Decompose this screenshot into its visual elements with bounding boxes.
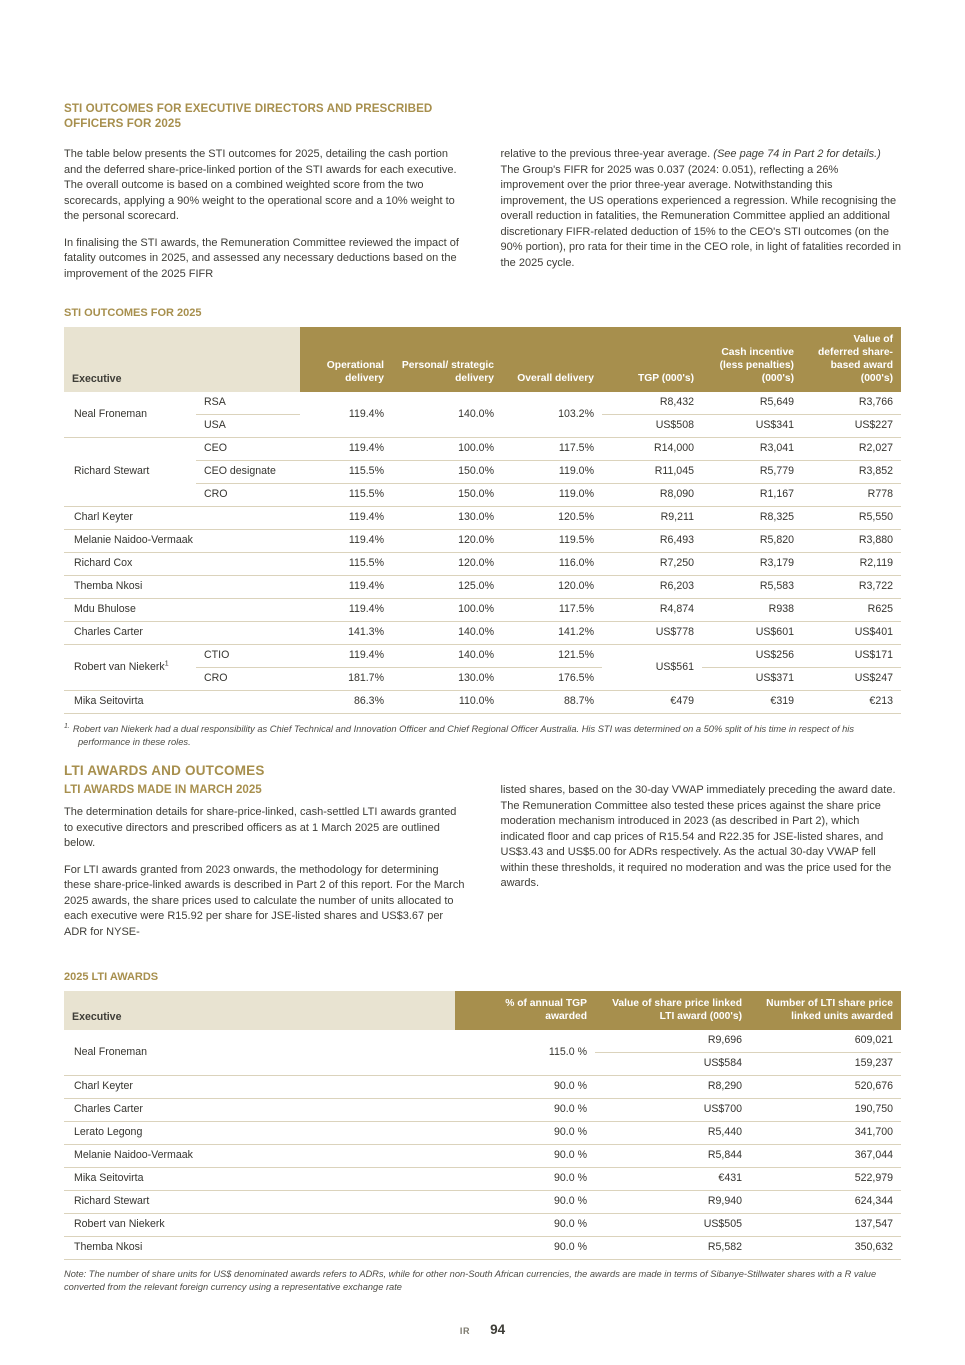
- table-row: [64, 691, 901, 714]
- role-cell: CRO: [196, 484, 300, 507]
- value-cell: R5,550: [802, 507, 901, 530]
- value-cell: US$561: [602, 645, 702, 691]
- footnote-text: Robert van Niekerk had a dual responsibility as Chief Technical and Innovation Officer and Chief Regional Officer Australia. His STI was determined on a 50% split of his time in respect of his performance in these roles.: [72, 724, 854, 747]
- value-cell: 90.0 %: [455, 1099, 595, 1122]
- lti-intro-columns: [64, 783, 901, 951]
- table-row: [64, 599, 901, 622]
- sti-section-heading: STI OUTCOMES FOR EXECUTIVE DIRECTORS AND PRESCRIBED OFFICERS FOR 2025: [64, 102, 433, 130]
- table-row: [64, 1122, 901, 1145]
- table-row: [64, 507, 901, 530]
- value-cell: R1,167: [702, 484, 802, 507]
- value-cell: 115.5%: [300, 553, 392, 576]
- role-cell: CTIO: [196, 645, 300, 668]
- value-cell: R3,880: [802, 530, 901, 553]
- executive-name-cell: Charl Keyter: [64, 1076, 455, 1099]
- footer-page-number: 94: [490, 1322, 506, 1337]
- value-cell: US$256: [702, 645, 802, 668]
- value-cell: R5,820: [702, 530, 802, 553]
- value-cell: 520,676: [750, 1076, 901, 1099]
- executive-name-cell: Robert van Niekerk$^1$: [64, 645, 196, 691]
- value-cell: 115.5%: [300, 484, 392, 507]
- value-cell: US$778: [602, 622, 702, 645]
- column-header: Value of deferred share-based award (000's): [802, 327, 901, 392]
- lti-intro-right-column: [501, 783, 902, 951]
- value-cell: 115.0 %: [455, 1030, 595, 1076]
- page-footer: [0, 1322, 965, 1337]
- value-cell: 176.5%: [502, 668, 602, 691]
- sti-table-title: STI OUTCOMES FOR 2025: [64, 307, 202, 319]
- lti-table-body: [64, 1030, 901, 1260]
- lti-awards-table: [64, 991, 901, 1260]
- value-cell: 140.0%: [392, 622, 502, 645]
- paragraph: For LTI awards granted from 2023 onwards, the methodology for determining these share-price-linked awards is described in Part 2 of this report. For the March 2025 awards, the share prices used to calculate the number of units allocated to each executive were R15.92 per share for JSE-listed shares and US$3.67 per ADR for NYSE-: [64, 863, 465, 938]
- value-cell: R3,852: [802, 461, 901, 484]
- value-cell: R6,203: [602, 576, 702, 599]
- table-row: [64, 1076, 901, 1099]
- executive-name-cell: Themba Nkosi: [64, 576, 300, 599]
- table-row: [64, 1214, 901, 1237]
- sti-intro-columns: [64, 147, 901, 293]
- footer-section-label: IR: [459, 1326, 471, 1336]
- value-cell: 150.0%: [392, 461, 502, 484]
- executive-name-cell: Richard Stewart: [64, 438, 196, 507]
- column-header: TGP (000's): [602, 327, 702, 392]
- role-cell: CEO designate: [196, 461, 300, 484]
- value-cell: R5,583: [702, 576, 802, 599]
- value-cell: 119.4%: [300, 392, 392, 438]
- value-cell: R4,874: [602, 599, 702, 622]
- value-cell: 150.0%: [392, 484, 502, 507]
- table-row: [64, 1168, 901, 1191]
- value-cell: R14,000: [602, 438, 702, 461]
- value-cell: R3,722: [802, 576, 901, 599]
- value-cell: R9,211: [602, 507, 702, 530]
- table-row: [64, 645, 901, 668]
- value-cell: 90.0 %: [455, 1122, 595, 1145]
- value-cell: 120.0%: [502, 576, 602, 599]
- value-cell: 119.5%: [502, 530, 602, 553]
- column-header: Value of share price linked LTI award (000's): [595, 991, 750, 1030]
- executive-name-cell: Charles Carter: [64, 622, 300, 645]
- value-cell: 90.0 %: [455, 1145, 595, 1168]
- value-cell: 609,021: [750, 1030, 901, 1053]
- value-cell: €479: [602, 691, 702, 714]
- table-row: [64, 576, 901, 599]
- value-cell: R8,325: [702, 507, 802, 530]
- executive-name-cell: Charl Keyter: [64, 507, 300, 530]
- value-cell: R7,250: [602, 553, 702, 576]
- value-cell: 115.5%: [300, 461, 392, 484]
- sti-table-footnote: [64, 721, 901, 748]
- value-cell: US$401: [802, 622, 901, 645]
- sti-intro-right-column: [501, 147, 902, 293]
- value-cell: 130.0%: [392, 507, 502, 530]
- value-cell: R5,779: [702, 461, 802, 484]
- value-cell: US$601: [702, 622, 802, 645]
- executive-name-cell: Melanie Naidoo-Vermaak: [64, 530, 300, 553]
- value-cell: 141.2%: [502, 622, 602, 645]
- value-cell: US$227: [802, 415, 901, 438]
- value-cell: 125.0%: [392, 576, 502, 599]
- value-cell: 117.5%: [502, 438, 602, 461]
- value-cell: 120.5%: [502, 507, 602, 530]
- value-cell: 120.0%: [392, 530, 502, 553]
- value-cell: 137,547: [750, 1214, 901, 1237]
- value-cell: R6,493: [602, 530, 702, 553]
- value-cell: €431: [595, 1168, 750, 1191]
- executive-name-cell: Richard Cox: [64, 553, 300, 576]
- value-cell: R5,649: [702, 392, 802, 415]
- value-cell: R9,696: [595, 1030, 750, 1053]
- value-cell: US$505: [595, 1214, 750, 1237]
- value-cell: 90.0 %: [455, 1191, 595, 1214]
- value-cell: R11,045: [602, 461, 702, 484]
- table-row: [64, 1191, 901, 1214]
- table-row: [64, 1099, 901, 1122]
- lti-intro-left-column: [64, 783, 465, 951]
- value-cell: R5,582: [595, 1237, 750, 1260]
- value-cell: 140.0%: [392, 645, 502, 668]
- column-header: Number of LTI share price linked units awarded: [750, 991, 901, 1030]
- value-cell: R625: [802, 599, 901, 622]
- value-cell: R778: [802, 484, 901, 507]
- value-cell: 90.0 %: [455, 1214, 595, 1237]
- column-header: Personal/ strategic delivery: [392, 327, 502, 392]
- lti-table-title: 2025 LTI AWARDS: [64, 971, 159, 984]
- role-cell: USA: [196, 415, 300, 438]
- value-cell: 119.4%: [300, 530, 392, 553]
- value-cell: 119.4%: [300, 507, 392, 530]
- value-cell: 624,344: [750, 1191, 901, 1214]
- value-cell: 100.0%: [392, 438, 502, 461]
- value-cell: 116.0%: [502, 553, 602, 576]
- value-cell: R3,179: [702, 553, 802, 576]
- executive-name-cell: Richard Stewart: [64, 1191, 455, 1214]
- table-row: [64, 438, 901, 461]
- value-cell: €213: [802, 691, 901, 714]
- value-cell: 100.0%: [392, 599, 502, 622]
- sti-table-header: [64, 327, 901, 392]
- value-cell: R2,119: [802, 553, 901, 576]
- value-cell: R3,041: [702, 438, 802, 461]
- value-cell: 90.0 %: [455, 1076, 595, 1099]
- role-cell: RSA: [196, 392, 300, 415]
- value-cell: 190,750: [750, 1099, 901, 1122]
- value-cell: R8,290: [595, 1076, 750, 1099]
- value-cell: 140.0%: [392, 392, 502, 438]
- executive-name-cell: Mika Seitovirta: [64, 1168, 455, 1191]
- lti-intro-left-paragraphs: [64, 805, 465, 940]
- value-cell: 141.3%: [300, 622, 392, 645]
- column-header: Executive: [64, 327, 300, 392]
- paragraph: relative to the previous three-year average. (See page 74 in Part 2 for details.) The Group's FIFR for 2025 was 0.037 (2024: 0.051), reflecting a 26% improvement over the prior three-year average. Notwithstanding this improvement, the US operations experienced a regression. While recognising the overall reduction in fatalities, the Remuneration Committee applied an additional discretionary FIFR-related deduction of 15% to the CEO's STI outcomes (on the 90% portion), pro rata for their time in the CEO role, in light of fatalities recorded in the 2025 cycle.: [500, 148, 901, 269]
- lti-section-heading: LTI AWARDS AND OUTCOMES: [64, 763, 265, 779]
- value-cell: 350,632: [750, 1237, 901, 1260]
- value-cell: 120.0%: [392, 553, 502, 576]
- executive-name-cell: Mdu Bhulose: [64, 599, 300, 622]
- value-cell: US$171: [802, 645, 901, 668]
- value-cell: US$341: [702, 415, 802, 438]
- value-cell: US$371: [702, 668, 802, 691]
- executive-name-cell: Lerato Legong: [64, 1122, 455, 1145]
- table-row: [64, 622, 901, 645]
- paragraph: listed shares, based on the 30-day VWAP immediately preceding the award date. The Remuneration Committee also tested these prices against the share price moderation mechanism introduced in 2023 (as described in Part 2), which indicated floor and cap prices of R15.54 and R22.35 for JSE-listed shares, and US$3.43 and US$5.00 for ADRs respectively. As the actual 30-day VWAP fell within these thresholds, it required no moderation and was the price used for the awards.: [500, 784, 896, 890]
- value-cell: 522,979: [750, 1168, 901, 1191]
- column-header: % of annual TGP awarded: [455, 991, 595, 1030]
- sti-table-body: [64, 392, 901, 714]
- value-cell: 119.4%: [300, 438, 392, 461]
- value-cell: 90.0 %: [455, 1237, 595, 1260]
- table-row: [64, 1237, 901, 1260]
- value-cell: 117.5%: [502, 599, 602, 622]
- footnote-reference: 1: [164, 659, 169, 667]
- executive-name-cell: Mika Seitovirta: [64, 691, 300, 714]
- value-cell: 121.5%: [502, 645, 602, 668]
- executive-name-cell: Themba Nkosi: [64, 1237, 455, 1260]
- paragraph: The table below presents the STI outcomes for 2025, detailing the cash portion and the deferred share-price-linked portion of the STI awards for each executive. The overall outcome is based on a combined weighted score from the two scorecards, applying a 90% weight to the operational score and a 10% weight to the personal scorecard.: [64, 148, 457, 222]
- role-cell: CEO: [196, 438, 300, 461]
- table-row: [64, 1145, 901, 1168]
- column-header: Operational delivery: [300, 327, 392, 392]
- paragraph: The determination details for share-price-linked, cash-settled LTI awards granted to executive directors and prescribed officers as at 1 March 2025 are outlined below.: [64, 806, 457, 850]
- value-cell: 341,700: [750, 1122, 901, 1145]
- value-cell: US$584: [595, 1053, 750, 1076]
- value-cell: R9,940: [595, 1191, 750, 1214]
- lti-table-header: [64, 991, 901, 1030]
- value-cell: R5,844: [595, 1145, 750, 1168]
- value-cell: R2,027: [802, 438, 901, 461]
- sti-outcomes-table: [64, 327, 901, 714]
- role-cell: CRO: [196, 668, 300, 691]
- value-cell: 119.4%: [300, 599, 392, 622]
- table-row: [64, 392, 901, 415]
- executive-name-cell: Charles Carter: [64, 1099, 455, 1122]
- column-header: Executive: [64, 991, 455, 1030]
- value-cell: US$700: [595, 1099, 750, 1122]
- value-cell: 119.4%: [300, 576, 392, 599]
- value-cell: R8,432: [602, 392, 702, 415]
- value-cell: 88.7%: [502, 691, 602, 714]
- value-cell: 181.7%: [300, 668, 392, 691]
- value-cell: 130.0%: [392, 668, 502, 691]
- value-cell: 90.0 %: [455, 1168, 595, 1191]
- table-row: [64, 530, 901, 553]
- value-cell: R938: [702, 599, 802, 622]
- footnote-marker: 1.: [64, 723, 70, 730]
- lti-subheading: LTI AWARDS MADE IN MARCH 2025: [64, 783, 262, 797]
- executive-name-cell: Robert van Niekerk: [64, 1214, 455, 1237]
- value-cell: 103.2%: [502, 392, 602, 438]
- value-cell: R8,090: [602, 484, 702, 507]
- value-cell: 86.3%: [300, 691, 392, 714]
- value-cell: 367,044: [750, 1145, 901, 1168]
- value-cell: 119.4%: [300, 645, 392, 668]
- value-cell: €319: [702, 691, 802, 714]
- value-cell: US$508: [602, 415, 702, 438]
- value-cell: 110.0%: [392, 691, 502, 714]
- sti-intro-left-column: [64, 147, 465, 293]
- value-cell: 119.0%: [502, 484, 602, 507]
- table-row: [64, 1030, 901, 1053]
- table-row: [64, 553, 901, 576]
- value-cell: R5,440: [595, 1122, 750, 1145]
- value-cell: 159,237: [750, 1053, 901, 1076]
- executive-name-cell: Neal Froneman: [64, 392, 196, 438]
- value-cell: R3,766: [802, 392, 901, 415]
- column-header: Overall delivery: [502, 327, 602, 392]
- executive-name-cell: Melanie Naidoo-Vermaak: [64, 1145, 455, 1168]
- paragraph: In finalising the STI awards, the Remuneration Committee reviewed the impact of fatality outcomes in 2025, and assessed any necessary deductions based on the improvement of the 2025 FIFR: [64, 236, 459, 280]
- lti-table-note: Note: The number of share units for US$ denominated awards refers to ADRs, while for other non-South African currencies, the awards are made in terms of Sibanye-Stillwater shares with a R value converted from the relevant foreign currency using a representative exchange rate: [64, 1269, 877, 1293]
- value-cell: 119.0%: [502, 461, 602, 484]
- executive-name-cell: Neal Froneman: [64, 1030, 455, 1076]
- value-cell: US$247: [802, 668, 901, 691]
- column-header: Cash incentive (less penalties) (000's): [702, 327, 802, 392]
